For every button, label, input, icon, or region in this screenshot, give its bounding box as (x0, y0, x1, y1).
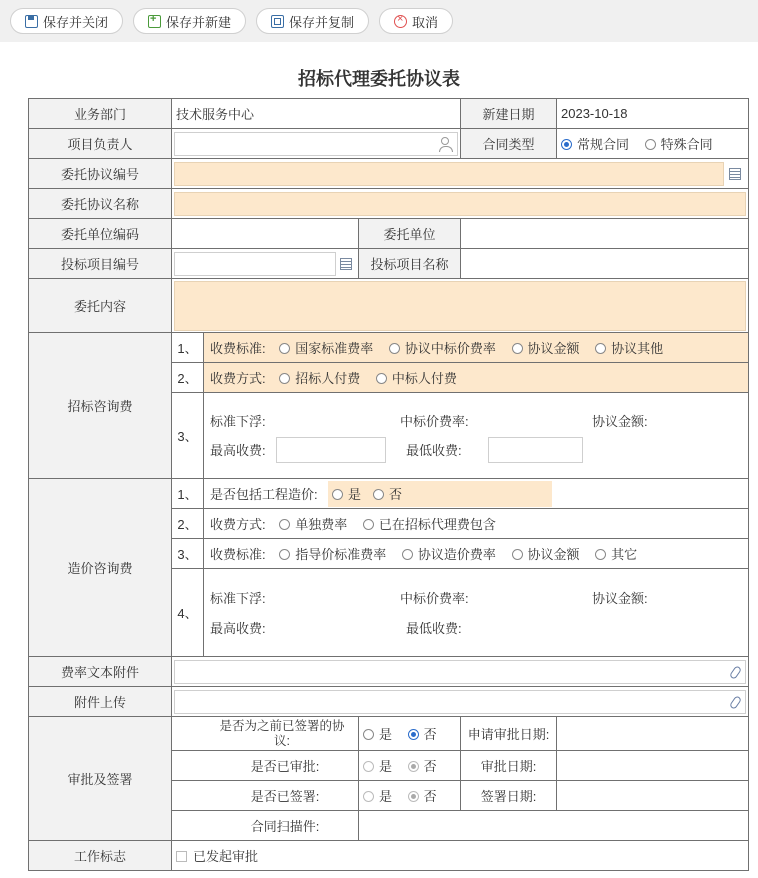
approved-options (359, 751, 461, 781)
bid-std-radio-2[interactable]: 协议中标价费率 (389, 341, 496, 356)
agreement-name-label: 委托协议名称 (29, 189, 172, 219)
new-date-label: 新建日期 (461, 99, 557, 129)
paperclip-icon[interactable] (729, 665, 742, 680)
bid-row-2-num: 2、 (172, 363, 204, 393)
content-textarea[interactable] (174, 281, 746, 331)
save-copy-icon (271, 15, 284, 28)
sign-date-value (557, 781, 749, 811)
cost-pay-radio-2[interactable]: 已在招标代理费包含 (363, 517, 496, 532)
approved-no-radio[interactable]: 否 (408, 759, 437, 774)
signed-no-radio[interactable]: 否 (408, 789, 437, 804)
bid-row-1-num: 1、 (172, 333, 204, 363)
signed-yes-radio[interactable]: 是 (363, 789, 392, 804)
owner-input[interactable] (174, 132, 458, 156)
scan-label: 合同扫描件: (172, 811, 359, 841)
bid-float-label: 标准下浮: (210, 414, 266, 429)
cancel-icon (394, 15, 407, 28)
bid-max-input[interactable] (276, 437, 386, 463)
fee-attach-label: 费率文本附件 (29, 657, 172, 687)
bid-std-radio-3[interactable]: 协议金额 (512, 341, 580, 356)
content-label: 委托内容 (29, 279, 172, 333)
project-name-value[interactable] (461, 249, 749, 279)
approved-yes-radio[interactable]: 是 (363, 759, 392, 774)
page-title: 招标代理委托协议表 (298, 69, 460, 89)
approval-label: 审批及签署 (29, 717, 172, 841)
cost-std-label: 收费标准: (210, 547, 266, 562)
agreement-no-input[interactable] (174, 162, 724, 186)
cost-amount-label: 协议金额: (592, 591, 648, 606)
cost-max-label: 最高收费: (210, 621, 266, 636)
prev-signed-label: 是否为之前已签署的协议: (172, 717, 359, 751)
agreement-name-input[interactable] (174, 192, 746, 216)
contract-special-radio[interactable]: 特殊合同 (645, 137, 713, 152)
toolbar (0, 0, 758, 42)
bid-pay-radio-2[interactable]: 中标人付费 (376, 371, 457, 386)
upload-input[interactable] (174, 690, 746, 714)
signed-options (359, 781, 461, 811)
cost-include-no-radio[interactable]: 否 (373, 484, 402, 503)
bid-min-input[interactable] (488, 437, 583, 463)
user-picker-icon[interactable] (441, 137, 449, 145)
bid-pay-radio-1[interactable]: 招标人付费 (279, 371, 360, 386)
bid-std-radio-1[interactable]: 国家标准费率 (279, 341, 373, 356)
apply-date-label: 申请审批日期: (461, 717, 557, 751)
prev-signed-no-radio[interactable]: 否 (408, 727, 437, 742)
cost-std-radio-2[interactable]: 协议造价费率 (402, 547, 496, 562)
agreement-no-label: 委托协议编号 (29, 159, 172, 189)
save-icon (25, 15, 38, 28)
cost-row-1-num: 1、 (172, 479, 204, 509)
save-close-button[interactable]: 保存并关闭 (10, 8, 123, 34)
apply-date-value[interactable] (557, 717, 749, 751)
approval-started-checkbox[interactable]: 已发起审批 (176, 849, 258, 864)
new-date-value: 2023-10-18 (557, 99, 749, 129)
prev-signed-options (359, 717, 461, 751)
cost-rate-label: 中标价费率: (400, 591, 469, 606)
client-code-label: 委托单位编码 (29, 219, 172, 249)
approved-label: 是否已审批: (172, 751, 359, 781)
upload-label: 附件上传 (29, 687, 172, 717)
approve-date-label: 审批日期: (461, 751, 557, 781)
bid-fee-label: 招标咨询费 (29, 333, 172, 479)
bid-min-label: 最低收费: (406, 443, 462, 458)
bid-rate-label: 中标价费率: (400, 414, 469, 429)
client-value[interactable] (461, 219, 749, 249)
work-flag-label: 工作标志 (29, 841, 172, 871)
client-code-value[interactable] (172, 219, 359, 249)
paperclip-icon[interactable] (729, 695, 742, 710)
bid-max-label: 最高收费: (210, 443, 266, 458)
cost-pay-radio-1[interactable]: 单独费率 (279, 517, 347, 532)
dept-value: 技术服务中心 (172, 99, 461, 129)
dept-label: 业务部门 (29, 99, 172, 129)
cost-row-3-num: 3、 (172, 539, 204, 569)
signed-label: 是否已签署: (172, 781, 359, 811)
contract-regular-radio[interactable]: 常规合同 (561, 137, 629, 152)
save-new-button[interactable]: + 保存并新建 (133, 8, 246, 34)
cancel-button[interactable]: × 取消 (379, 8, 453, 34)
cost-row-4-num: 4、 (172, 569, 204, 657)
fee-attach-input[interactable] (174, 660, 746, 684)
cost-fee-label: 造价咨询费 (29, 479, 172, 657)
sign-date-label: 签署日期: (461, 781, 557, 811)
project-no-label: 投标项目编号 (29, 249, 172, 279)
save-new-icon (148, 15, 161, 28)
cost-min-label: 最低收费: (406, 621, 462, 636)
cost-include-label: 是否包括工程造价: (210, 487, 318, 502)
cost-float-label: 标准下浮: (210, 591, 266, 606)
code-generator-icon[interactable] (729, 168, 741, 180)
scan-value[interactable] (359, 811, 749, 841)
cost-row-2-num: 2、 (172, 509, 204, 539)
bid-pay-label: 收费方式: (210, 371, 266, 386)
cost-std-radio-3[interactable]: 协议金额 (512, 547, 580, 562)
project-name-label: 投标项目名称 (359, 249, 461, 279)
bid-row-3-num: 3、 (172, 393, 204, 479)
cost-pay-label: 收费方式: (210, 517, 266, 532)
client-label: 委托单位 (359, 219, 461, 249)
approve-date-value (557, 751, 749, 781)
project-no-input[interactable] (174, 252, 336, 276)
bid-std-radio-4[interactable]: 协议其他 (595, 341, 663, 356)
bid-amount-label: 协议金额: (592, 414, 648, 429)
cost-std-radio-1[interactable]: 指导价标准费率 (279, 547, 386, 562)
owner-label: 项目负责人 (29, 129, 172, 159)
save-copy-button[interactable]: 保存并复制 (256, 8, 369, 34)
cost-std-radio-4[interactable]: 其它 (595, 547, 637, 562)
prev-signed-yes-radio[interactable]: 是 (363, 727, 392, 742)
contract-type-label: 合同类型 (461, 129, 557, 159)
project-select-icon[interactable] (340, 258, 352, 270)
cost-include-yes-radio[interactable]: 是 (332, 484, 361, 503)
work-flag-value (172, 841, 749, 871)
bid-fee-std-label: 收费标准: (210, 341, 266, 356)
agreement-form (28, 98, 749, 871)
